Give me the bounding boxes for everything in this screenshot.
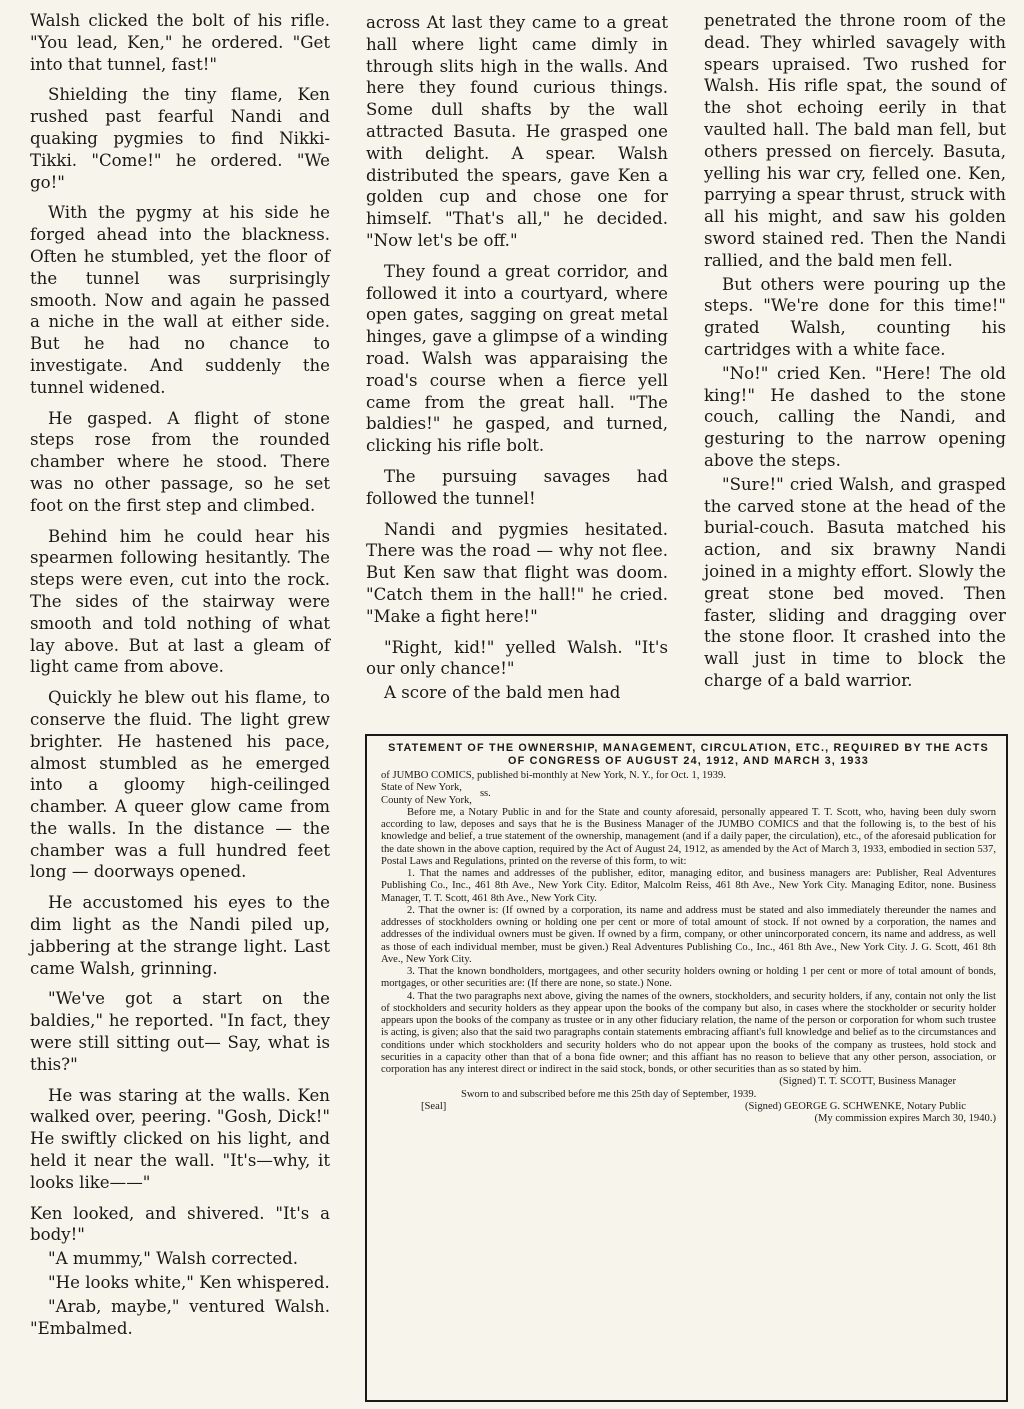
paragraph: "Sure!" cried Walsh, and grasped the carved stone at the head of the burial-couch. Basuta matched his action, and six brawny Nandi joined in a mighty effort. Slowly the great stone bed moved. Then faster, sliding and dragging over the stone floor. It crashed into the wall just in time to block the charge of a bald warrior.: [704, 474, 1006, 690]
paragraph: He was staring at the walls. Ken walked over, peering. "Gosh, Dick!" He swiftly clicked on his light, and held it near the wall. "It's—why, it looks like——": [30, 1085, 330, 1192]
paragraph: across At last they came to a great hall where light came dimly in through slits high in the walls. And here they found curious things. Some dull shafts by the wall attracted Basuta. He grasped one with delight. A spear. Walsh distributed the spears, gave Ken a golden cup and chose one for himself. "That's all," he decided. "Now let's be off.": [366, 13, 668, 250]
ss-mark: ss.: [479, 788, 491, 800]
county-line: County of New York,: [381, 794, 472, 806]
publication-line: of JUMBO COMICS, published bi-monthly at New York, N. Y., for Oct. 1, 1939.: [381, 770, 726, 781]
statement-heading: STATEMENT OF THE OWNERSHIP, MANAGEMENT, CIRCULATION, ETC., REQUIRED BY THE ACTS OF CONGRESS OF AUGUST 24, 1912, AND MARCH 3, 1933: [388, 742, 989, 767]
statement-paragraph: Before me, a Notary Public in and for the State and county aforesaid, personally appeared T. T. Scott, who, having been duly sworn according to law, deposes and says that he is the Business Manager of the JUMBO COMICS and that the following is, to the best of his knowledge and belief, a true statement of the ownership, management (and if a daily paper, the circulation), etc., of the aforesaid publication for the date shown in the above caption, required by the Act of August 24, 1912, as amended by the Act of March 3, 1933, embodied in section 537, Postal Laws and Regulations, printed on the reverse of this form, to wit:: [381, 806, 996, 867]
paragraph: Shielding the tiny flame, Ken rushed past fearful Nandi and quaking pygmies to find Nikki-Tikki. "Come!" he ordered. "We go!": [30, 85, 330, 192]
paragraph: "He looks white," Ken whispered.: [48, 1273, 330, 1293]
seal-label: [Seal]: [421, 1100, 447, 1112]
paragraph: A score of the bald men had: [384, 683, 621, 703]
commission-line: (My commission expires March 30, 1940.): [814, 1113, 996, 1124]
statement-paragraph: 2. That the owner is: (If owned by a corporation, its name and address must be stated and also immediately thereunder the names and addresses of stockholders owning or holding one per cent or more of total amount of stock. If not owned by a corporation, the names and addresses of the individual owners must be given. If owned by a firm, company, or other unincorporated concern, its name and address, as well as those of each individual member, must be given.) Real Adventures Publishing Co., Inc., 461 8th Ave., New York City. J. G. Scott, 461 8th Ave., New York City.: [381, 904, 996, 965]
paragraph: "No!" cried Ken. "Here! The old king!" He dashed to the stone couch, calling the Nandi, and gesturing to the narrow opening above the steps.: [704, 363, 1006, 470]
paragraph: "Arab, maybe," ventured Walsh. "Embalmed.: [30, 1296, 330, 1338]
paragraph: He accustomed his eyes to the dim light as the Nandi piled up, jabbering at the strange light. Last came Walsh, grinning.: [30, 893, 330, 978]
notary-signature: (Signed) GEORGE G. SCHWENKE, Notary Public: [745, 1100, 966, 1112]
paragraph: penetrated the throne room of the dead. They whirled savagely with spears upraised. Two rushed for Walsh. His rifle spat, the sound of the shot echoing eerily in that vaulted hall. The bald man fell, but others pressed on fiercely. Basuta, yelling his war cry, felled one. Ken, parrying a spear thrust, struck with all his might, and saw his golden sword stained red. Then the Nandi rallied, and the bald men fell.: [704, 11, 1006, 270]
story-column-2: [366, 12, 668, 706]
paragraph: He gasped. A flight of stone steps rose from the rounded chamber where he stood. There was no other passage, so he set foot on the first step and climbed.: [30, 408, 330, 515]
business-manager-signature: (Signed) T. T. SCOTT, Business Manager: [779, 1076, 956, 1088]
statement-paragraph: 4. That the two paragraphs next above, giving the names of the owners, stockholders, and security holders, if any, contain not only the list of stockholders and security holders as they appear upon the books of the company but also, in cases where the stockholder or security holder appears upon the books of the company as trustee or in any other fiduciary relation, the name of the person or corporation for whom such trustee is acting, is given; also that the said two paragraphs contain statements embracing affiant's full knowledge and belief as to the circumstances and conditions under which stockholders and security holders who do not appear upon the books of the company as trustees, hold stock and securities in a capacity other than that of a bona fide owner; and this affiant has no reason to believe that any other person, association, or corporation has any interest direct or indirect in the said stock, bonds, or other securities than as so stated by him.: [381, 990, 996, 1075]
paragraph: Quickly he blew out his flame, to conserve the fluid. The light grew brighter. He hastened his pace, almost stumbled as he emerged into a gloomy high-ceilinged chamber. A queer glow came from the walls. In the distance — the chamber was a full hundred feet long — doorways opened.: [30, 688, 330, 882]
story-column-1: [30, 10, 330, 1341]
ownership-statement-box: [365, 734, 1008, 1402]
paragraph: Walsh clicked the bolt of his rifle. "You lead, Ken," he ordered. "Get into that tunnel, fast!": [30, 11, 330, 74]
statement-paragraph: 3. That the known bondholders, mortgagees, and other security holders owning or holding 1 per cent or more of total amount of bonds, mortgages, or other securities are: (If there are none, so state.) None.: [381, 966, 996, 990]
paragraph: The pursuing savages had followed the tunnel!: [366, 466, 668, 508]
paragraph: "A mummy," Walsh corrected.: [48, 1249, 299, 1269]
paragraph: "Right, kid!" yelled Walsh. "It's our only chance!": [366, 637, 668, 679]
sworn-line: Sworn to and subscribed before me this 25th day of September, 1939.: [461, 1088, 757, 1100]
paragraph: With the pygmy at his side he forged ahead into the blackness. Often he stumbled, yet the floor of the tunnel was surprisingly smooth. Now and again he passed a niche in the wall at either side. But he had no chance to investigate. And suddenly the tunnel widened.: [30, 203, 330, 397]
paragraph: Behind him he could hear his spearmen following hesitantly. The steps were even, cut into the rock. The sides of the stairway were smooth and told nothing of what lay above. But at last a gleam of light came from above.: [30, 526, 330, 677]
paragraph: Ken looked, and shivered. "It's a body!": [30, 1203, 330, 1245]
paragraph: They found a great corridor, and followed it into a courtyard, where open gates, sagging on great metal hinges, gave a glimpse of a winding road. Walsh was apparaising the road's course when a fierce yell came from the great hall. "The baldies!" he gasped, and turned, clicking his rifle bolt.: [366, 261, 668, 456]
statement-paragraph: 1. That the names and addresses of the publisher, editor, managing editor, and business managers are: Publisher, Real Adventures Publishing Co., Inc., 461 8th Ave., New York City. Editor, Malcolm Reiss, 461 8th Ave., New York City. Managing Editor, none. Business Manager, T. T. Scott, 461 8th Ave., New York City.: [381, 868, 996, 904]
paragraph: Nandi and pygmies hesitated. There was the road — why not flee. But Ken saw that flight was doom. "Catch them in the hall!" he cried. "Make a fight here!": [366, 519, 668, 626]
paragraph: "We've got a start on the baldies," he reported. "In fact, they were still sitting out— Say, what is this?": [30, 989, 330, 1074]
paragraph: But others were pouring up the steps. "We're done for this time!" grated Walsh, counting his cartridges with a white face.: [704, 274, 1006, 359]
story-column-3: [704, 10, 1006, 694]
venue-block: [381, 782, 996, 807]
notary-line: [381, 1101, 996, 1113]
state-line: State of New York,: [381, 782, 462, 794]
